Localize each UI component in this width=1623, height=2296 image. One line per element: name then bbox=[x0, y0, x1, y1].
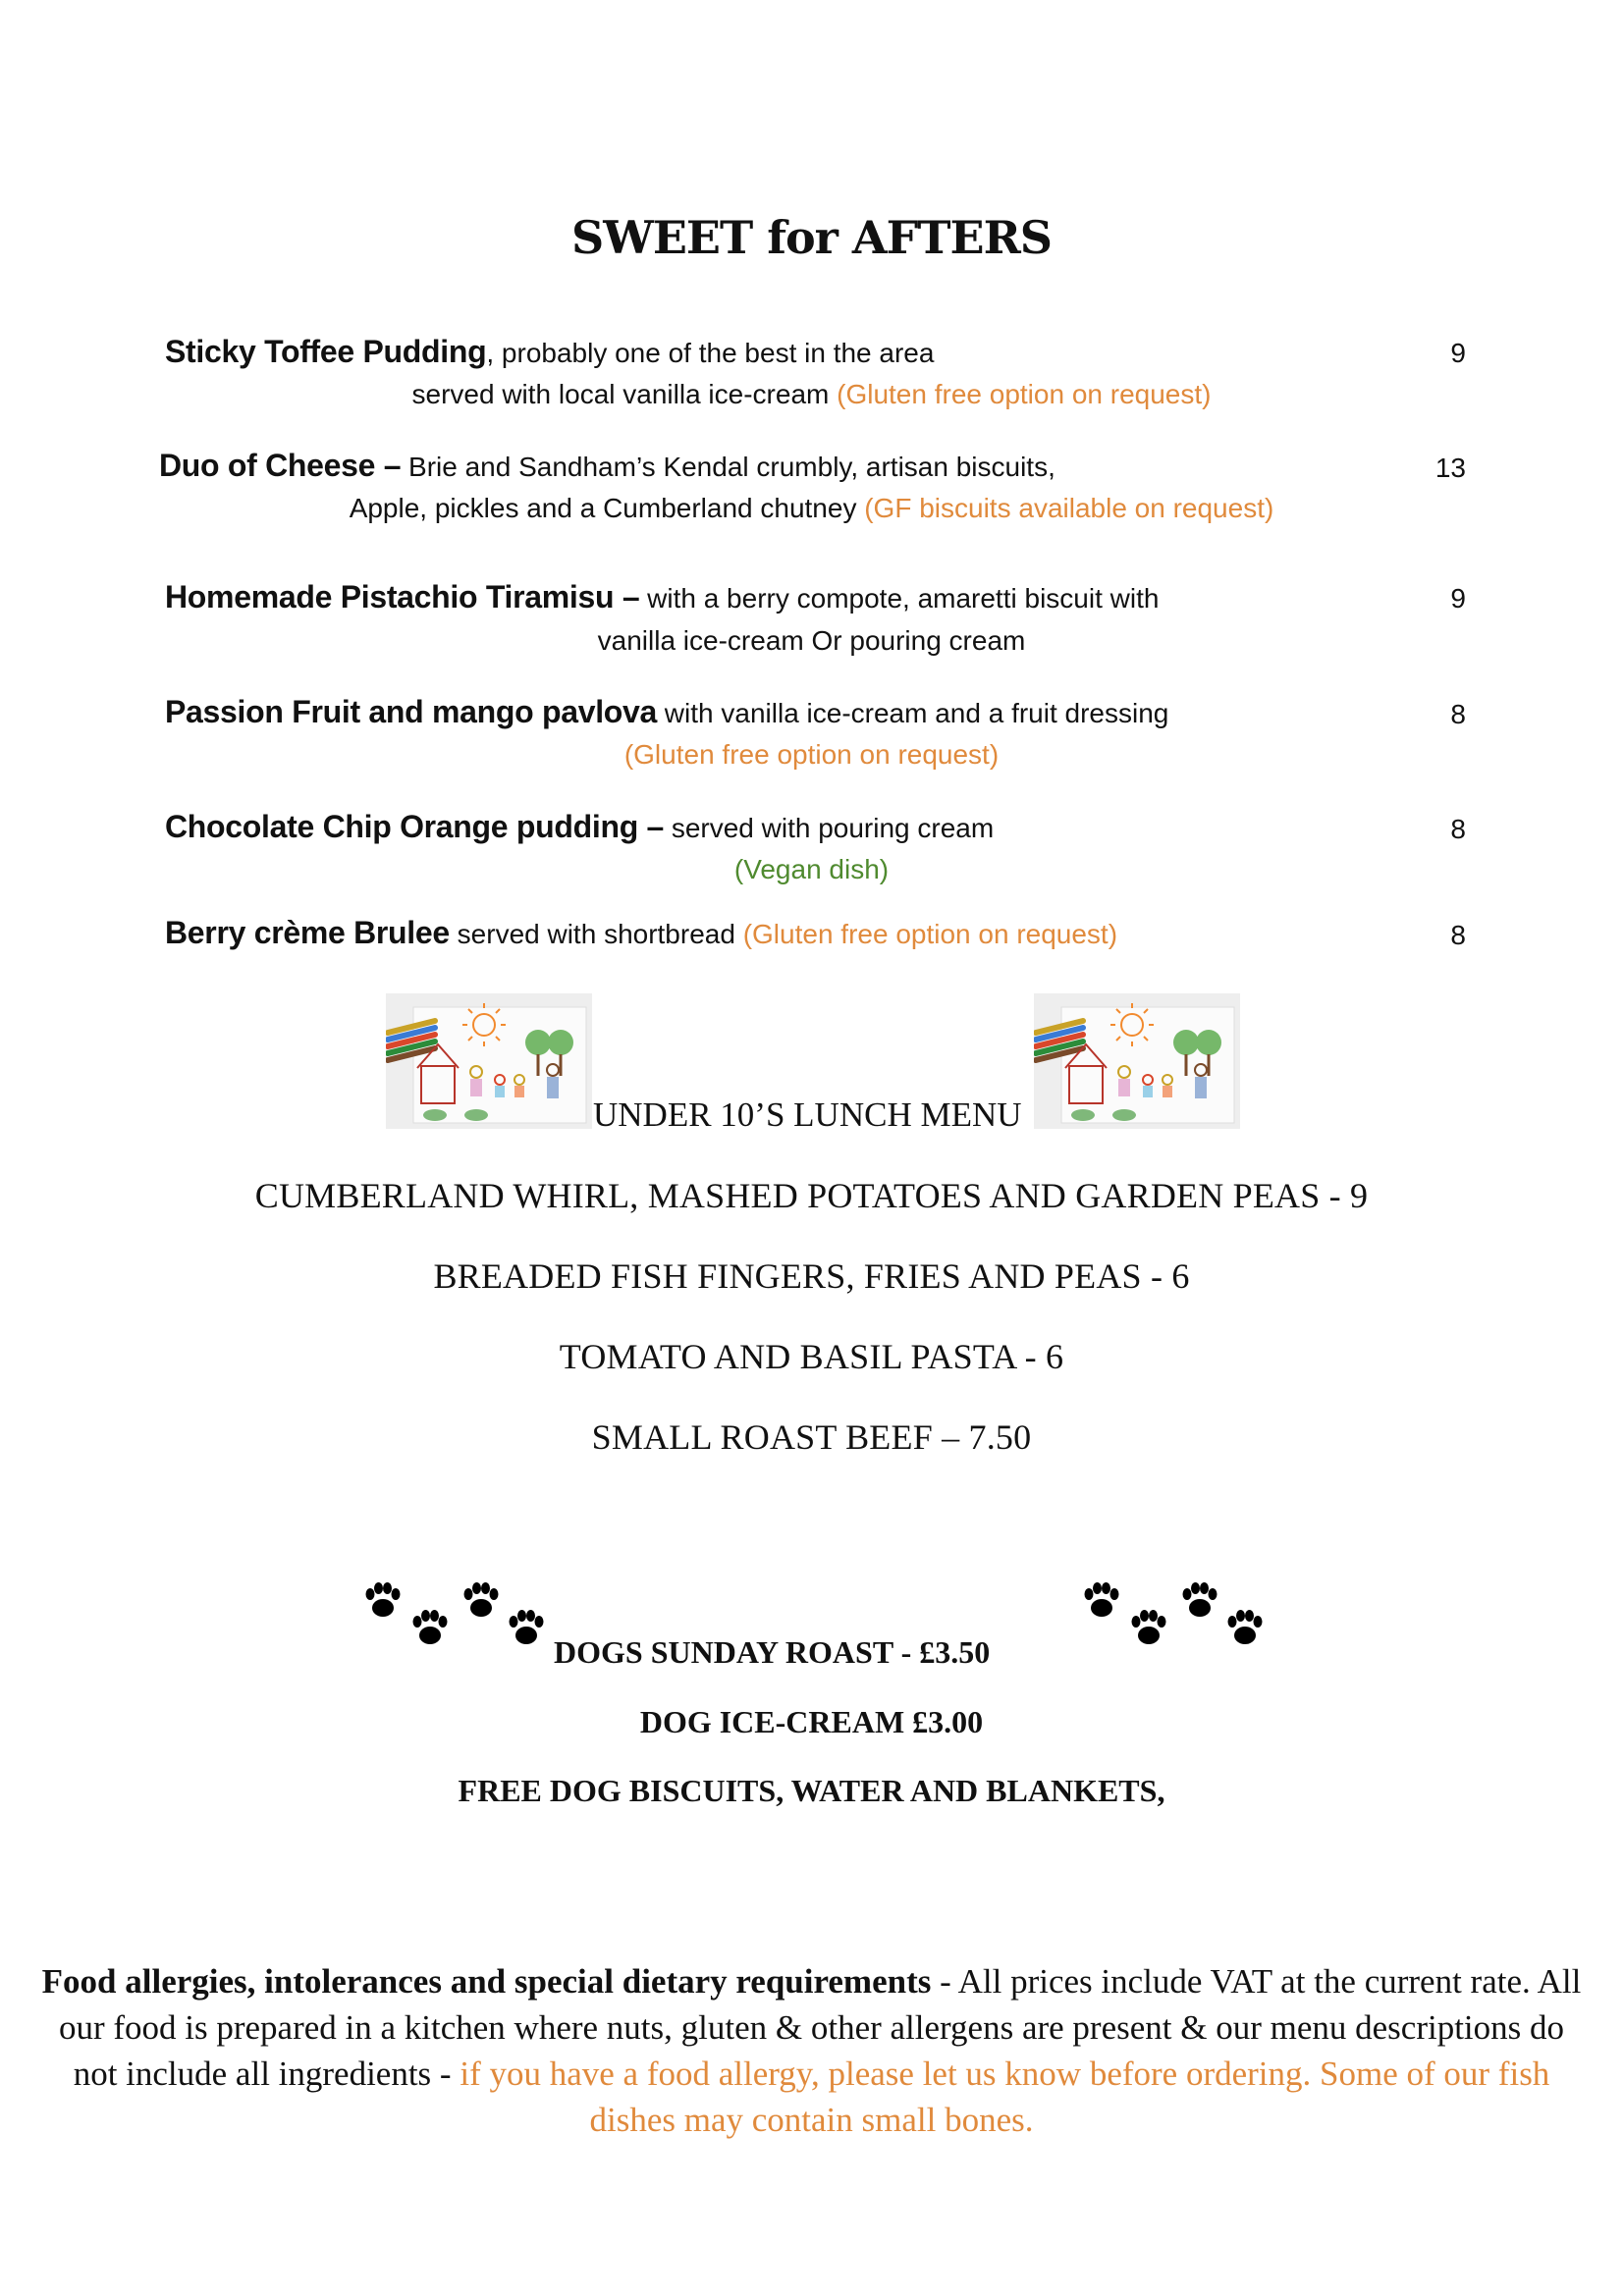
dish-description: Brie and Sandham’s Kendal crumbly, artisan biscuits, bbox=[401, 452, 1055, 482]
kids-menu-item: BREADED FISH FINGERS, FRIES AND PEAS - 6 bbox=[433, 1256, 1190, 1296]
allergy-notice bbox=[39, 1958, 1584, 2143]
dish-detail bbox=[0, 493, 1623, 524]
dish-price: 13 bbox=[1434, 453, 1466, 483]
dessert-sticky-toffee bbox=[165, 334, 934, 370]
paw-print-icon bbox=[361, 1569, 548, 1657]
dish-detail bbox=[0, 625, 1623, 657]
dessert-duo-of-cheese bbox=[159, 448, 1055, 484]
dish-name: Homemade Pistachio Tiramisu – bbox=[165, 579, 640, 614]
dish-price: 8 bbox=[1450, 814, 1466, 844]
dish-dietary-note: (Gluten free option on request) bbox=[742, 919, 1118, 949]
paw-print-icon bbox=[1080, 1569, 1267, 1657]
kids-menu-item: SMALL ROAST BEEF – 7.50 bbox=[591, 1417, 1032, 1457]
page-title: SWEET for AFTERS bbox=[570, 211, 1053, 264]
dish-description: , probably one of the best in the area bbox=[486, 338, 935, 368]
allergy-warning: if you have a food allergy, please let us know before ordering. Some of our fish dishes may contain small bones. bbox=[460, 2055, 1550, 2139]
kids-menu-item: CUMBERLAND WHIRL, MASHED POTATOES AND GARDEN PEAS - 9 bbox=[254, 1176, 1369, 1215]
dish-description: with a berry compote, amaretti biscuit with bbox=[639, 583, 1160, 614]
dish-price: 9 bbox=[1450, 583, 1466, 614]
dish-description: with vanilla ice-cream and a fruit dressing bbox=[657, 698, 1169, 728]
dessert-creme-brulee bbox=[165, 915, 1117, 951]
dessert-pavlova bbox=[165, 694, 1168, 730]
dessert-chocolate-orange bbox=[165, 809, 994, 845]
child-drawing-illustration bbox=[386, 993, 592, 1129]
dish-description: served with pouring cream bbox=[664, 813, 995, 843]
vegan-note: (Vegan dish) bbox=[733, 854, 890, 884]
dish-dietary-note: (Gluten free option on request) bbox=[837, 379, 1212, 409]
dish-name: Duo of Cheese – bbox=[159, 448, 402, 483]
child-drawing-illustration bbox=[1034, 993, 1240, 1129]
dish-dietary-note: (GF biscuits available on request) bbox=[864, 493, 1274, 523]
dish-dietary-note: (Gluten free option on request) bbox=[623, 739, 1000, 770]
dog-free-items: FREE DOG BISCUITS, WATER AND BLANKETS, bbox=[458, 1773, 1165, 1808]
dish-price: 9 bbox=[1450, 338, 1466, 368]
dish-detail bbox=[0, 379, 1623, 410]
allergy-heading: Food allergies, intolerances and special dietary requirements bbox=[41, 1962, 932, 2001]
allergy-text: - All prices include VAT at the current rate. All our food is prepared in a kitchen where nuts, gluten & other allergens are present & our menu descriptions do not include all ingredients - bbox=[58, 1962, 1582, 2093]
dish-name: Sticky Toffee Pudding bbox=[165, 334, 487, 369]
dish-detail-text: vanilla ice-cream Or pouring cream bbox=[597, 625, 1026, 656]
dish-name: Passion Fruit and mango pavlova bbox=[165, 694, 658, 729]
kids-menu-heading: UNDER 10’S LUNCH MENU bbox=[593, 1095, 1022, 1134]
dish-description: served with shortbread bbox=[449, 919, 743, 949]
dogs-sunday-roast: DOGS SUNDAY ROAST - £3.50 bbox=[554, 1634, 991, 1670]
dish-name: Berry crème Brulee bbox=[165, 915, 450, 950]
dog-ice-cream: DOG ICE-CREAM £3.00 bbox=[639, 1704, 984, 1739]
dish-price: 8 bbox=[1450, 699, 1466, 729]
kids-menu-item: TOMATO AND BASIL PASTA - 6 bbox=[559, 1337, 1064, 1376]
dish-name: Chocolate Chip Orange pudding – bbox=[165, 809, 665, 844]
dish-detail-text: Apple, pickles and a Cumberland chutney bbox=[349, 493, 865, 523]
dessert-pistachio-tiramisu bbox=[165, 579, 1159, 615]
dish-detail-text: served with local vanilla ice-cream bbox=[411, 379, 838, 409]
dish-price: 8 bbox=[1450, 920, 1466, 950]
